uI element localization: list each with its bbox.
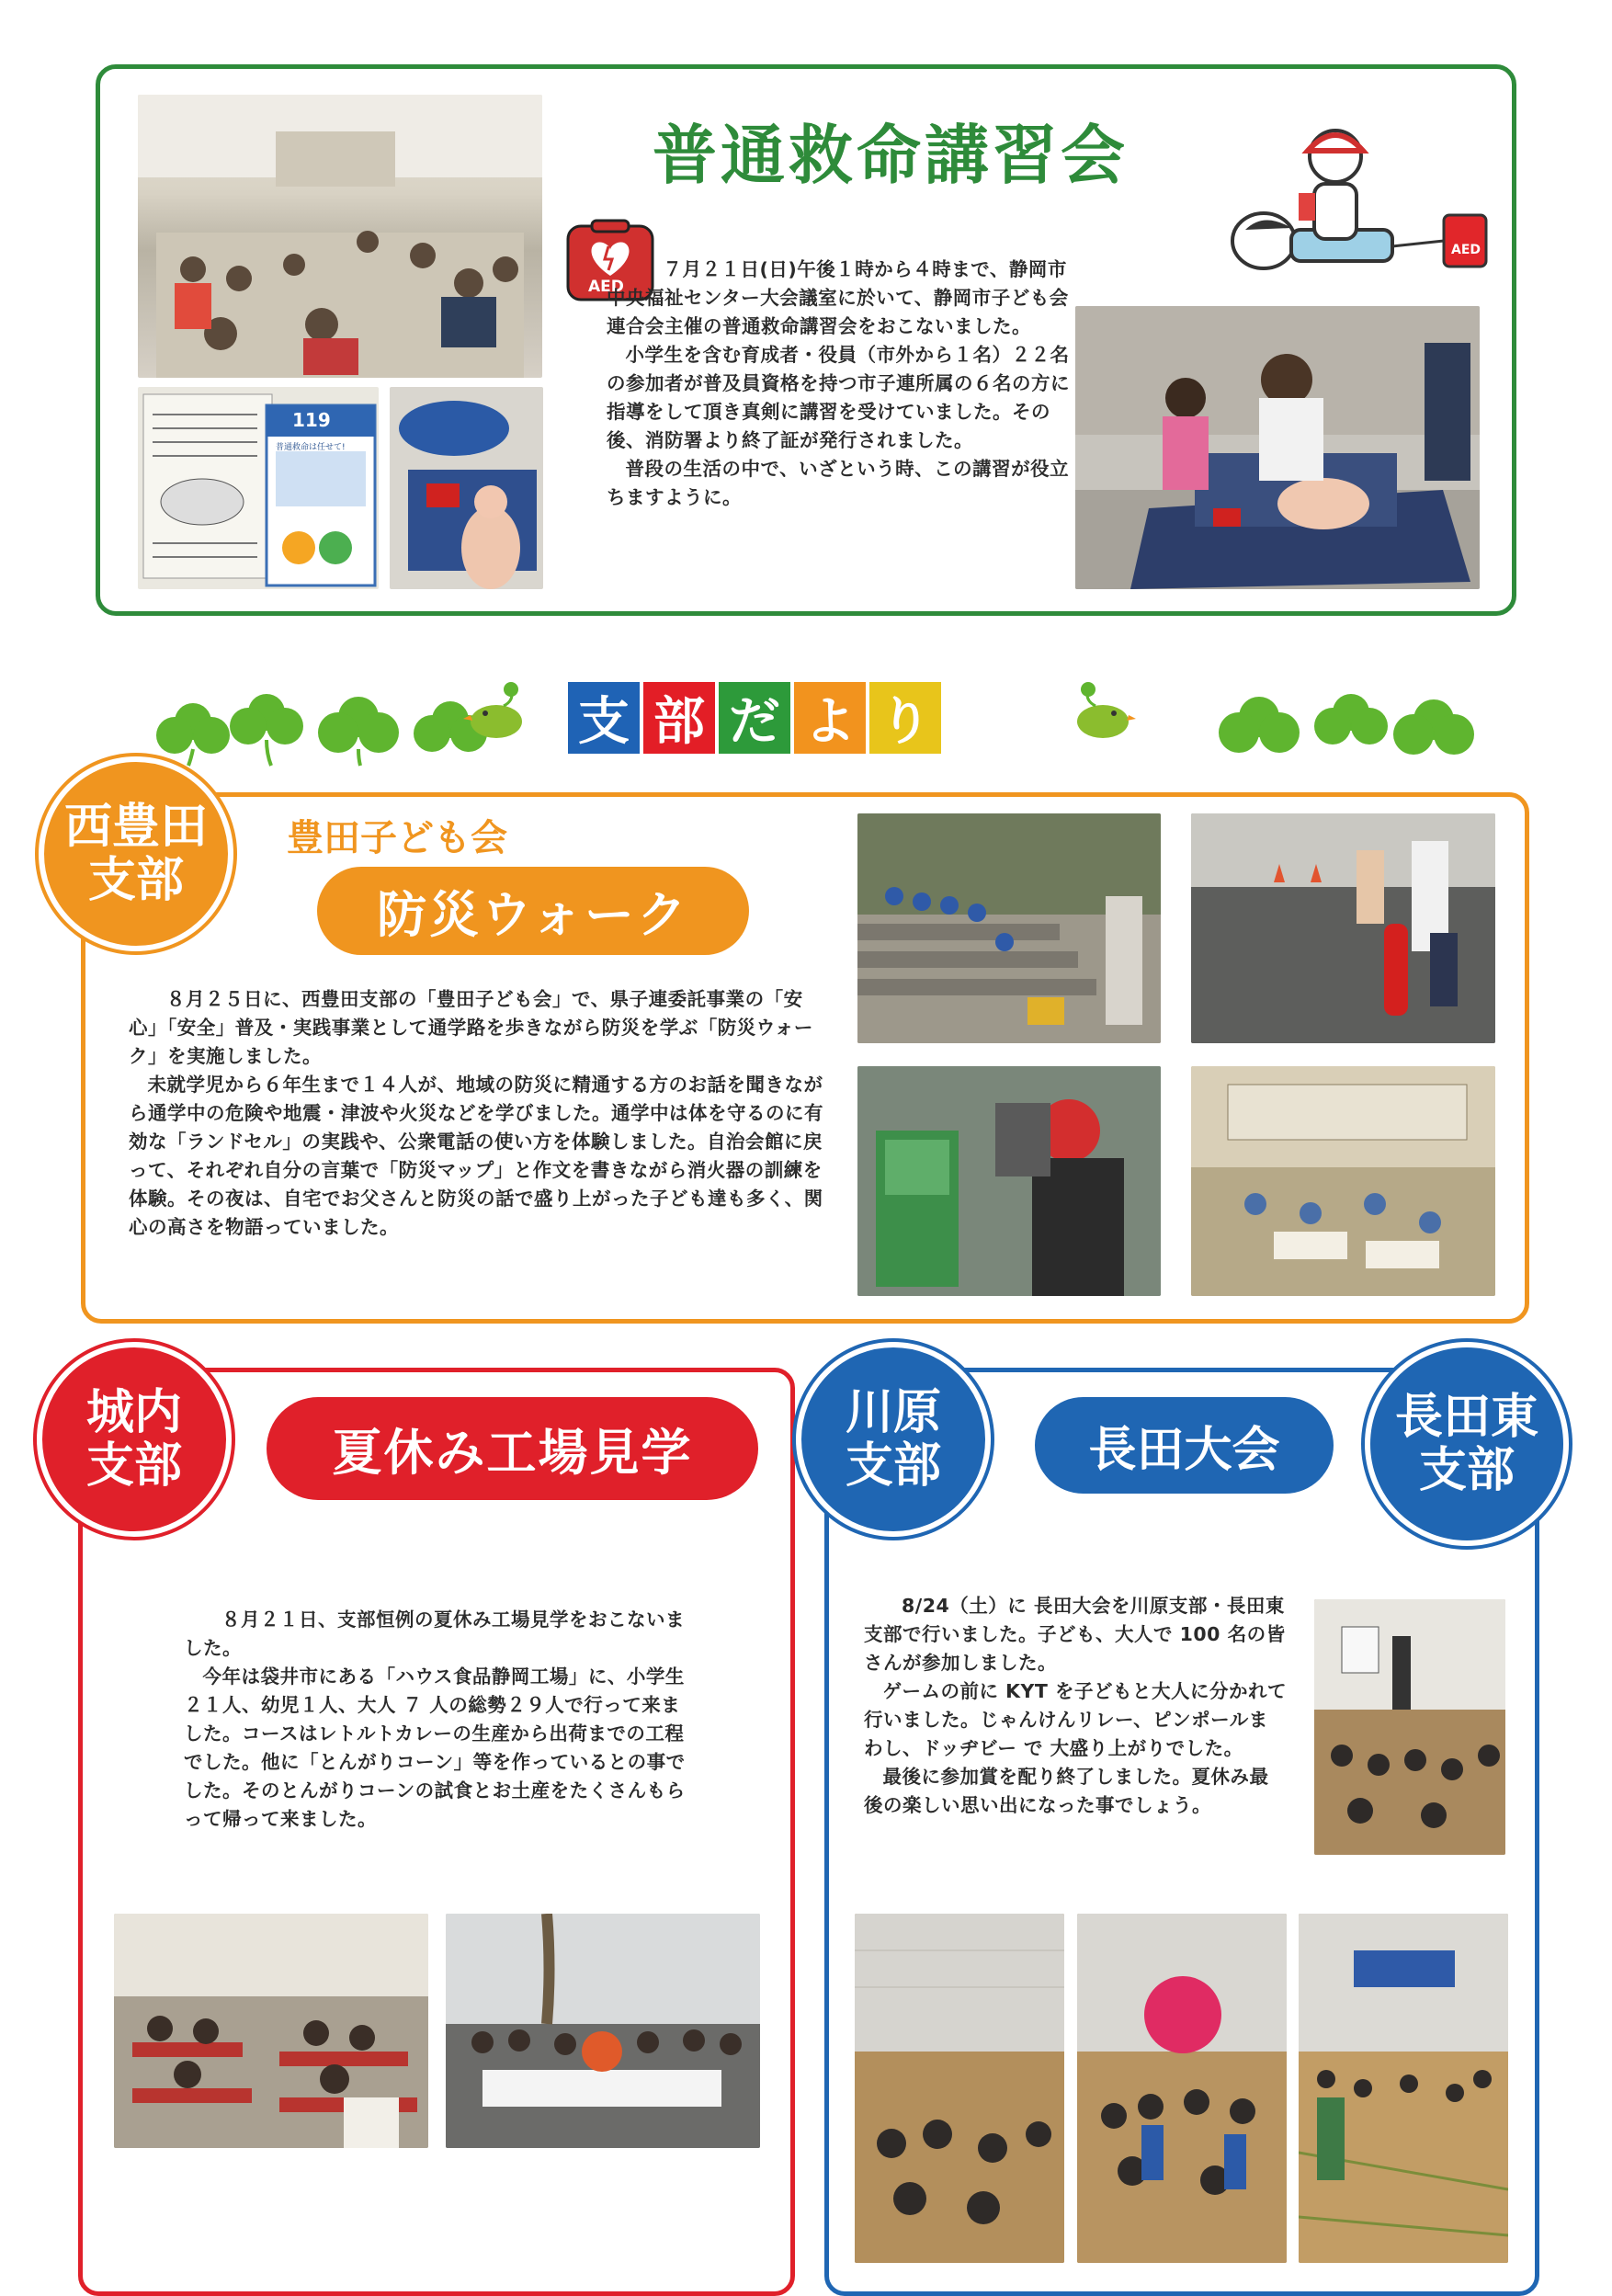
nishitoyoda-paragraph: 未就学児から６年生まで１４人が、地域の防災に精通する方のお話を聞きながら通学中の危険や地震・津波や火災などを学びました。通学中は体を守るのに有効な「ランドセル」の実践や、公衆電話の使い方を体験しました。自治会館に戻って、それぞれ自分の言葉で「防災マップ」と作文を書きながら消火器の訓練を体験。その夜は、自宅でお父さんと防災の話で盛り上がった子ども達も多く、関心の高さを物語っていました。 [129, 1074, 823, 1238]
kawahara-paragraph: 最後に参加賞を配り終了しました。夏休み最後の楽しい思い出になった事でしょう。 [864, 1766, 1269, 1816]
aed-label: AED [588, 278, 624, 296]
svg-text:AED: AED [1451, 243, 1481, 257]
title-tile: よ [794, 682, 866, 754]
jonai-paragraph: 今年は袋井市にある「ハウス食品静岡工場」に、小学生２１人、幼児１人、大人 ７ 人の総勢２９人で行って来ました。コースはレトルトカレーの生産から出荷までの工程でした。他に「とんがりコーン」等を作っているとの事でした。そのとんがりコーンの試食とお土産をたくさんもらって帰って来ました。 [184, 1665, 686, 1830]
cpr-illustration [1227, 119, 1493, 285]
pamphlet-heading: 普通救命は任せて! [276, 443, 346, 452]
event-title: 防災ウォーク [377, 885, 689, 944]
event-title: 夏休み工場見学 [332, 1423, 693, 1482]
jonai-paragraph: ８月２１日、支部恒例の夏休み工場見学をおこないました。 [184, 1608, 685, 1659]
nagatahigashi-badge [1365, 1342, 1569, 1546]
lecture-title: 普通救命講習会 [653, 118, 1129, 193]
factory-group-photo [446, 1914, 760, 2148]
lecture-paragraph: 普段の生活の中で、いざという時、この講習が役立ちますように。 [607, 458, 1070, 508]
ball-game-photo [1077, 1914, 1287, 2263]
jonai-event-pill [267, 1397, 758, 1500]
nagata-event-pill [1035, 1397, 1334, 1494]
fire-extinguisher-photo [1191, 813, 1495, 1043]
title-tile: 部 [643, 682, 715, 754]
nishitoyoda-group-name: 豊田子ども会 [287, 817, 507, 859]
kawahara-text [864, 1592, 1287, 1820]
badge-line: 城内 [85, 1384, 182, 1440]
badge-line: 支部 [845, 1438, 941, 1494]
bird-right-icon [1066, 680, 1140, 744]
factory-classroom-photo [114, 1914, 428, 2148]
jonai-text [184, 1606, 698, 1834]
title-tile: り [869, 682, 941, 754]
aed-kit-photo [390, 387, 543, 589]
kawahara-paragraph: ゲームの前に KYT を子どもと大人に分かれて行いました。じゃんけんリレー、ピンポールまわし、ドッヂビー で 大盛り上がりでした。 [864, 1680, 1287, 1759]
gym-relay-photo [1299, 1914, 1508, 2263]
badge-line: 川原 [845, 1384, 941, 1440]
nishitoyoda-badge [39, 756, 233, 951]
badge-line: 支部 [1418, 1443, 1515, 1498]
lecture-paragraph: 小学生を含む育成者・役員（市外から１名）２２名の参加者が普及員資格を持つ市子連所属の６名の方に指導をして頂き真剣に講習を受けていました。その後、消防署より終了証が発行されました。 [607, 344, 1070, 451]
pamphlet-photo [138, 387, 379, 589]
pamphlet-number: 119 [292, 409, 331, 431]
gym-group-photo [855, 1914, 1064, 2263]
lecture-text [607, 256, 1080, 512]
nishitoyoda-text [129, 985, 827, 1242]
badge-line: 支部 [87, 853, 184, 908]
title-tile: だ [719, 682, 790, 754]
jonai-badge [37, 1342, 232, 1537]
nishitoyoda-event-pill [317, 867, 749, 955]
cpr-practice-photo [1075, 306, 1480, 589]
lecture-hall-photo [138, 95, 542, 378]
badge-line: 西豊田 [63, 799, 208, 855]
clover-right-icon [1213, 676, 1489, 767]
event-title: 長田大会 [1088, 1423, 1280, 1478]
lecture-paragraph: ７月２１日(日)午後１時から４時まで、静岡市中央福祉センター大会議室に於いて、静岡市子ども会連合会主催の普通救命講習会をおこないました。 [607, 258, 1069, 337]
title-tile: 支 [568, 682, 640, 754]
nishitoyoda-paragraph: ８月２５日に、西豊田支部の「豊田子ども会」で、県子連委託事業の「安心」「安全」普及・実践事業として通学路を歩きながら防災を学ぶ「防災ウォーク」を実施しました。 [129, 988, 813, 1067]
hall-map-photo [1191, 1066, 1495, 1296]
public-phone-photo [857, 1066, 1161, 1296]
walk-steps-photo [857, 813, 1161, 1043]
kawahara-badge [796, 1342, 991, 1537]
badge-line: 長田東 [1394, 1389, 1538, 1445]
kawahara-paragraph: 8/24（土）に 長田大会を川原支部・長田東支部で行いました。子ども、大人で 100 名の皆さんが参加しました。 [864, 1595, 1286, 1674]
bird-left-icon [460, 680, 533, 744]
badge-line: 支部 [85, 1438, 182, 1494]
gym-lecture-photo [1314, 1599, 1505, 1855]
